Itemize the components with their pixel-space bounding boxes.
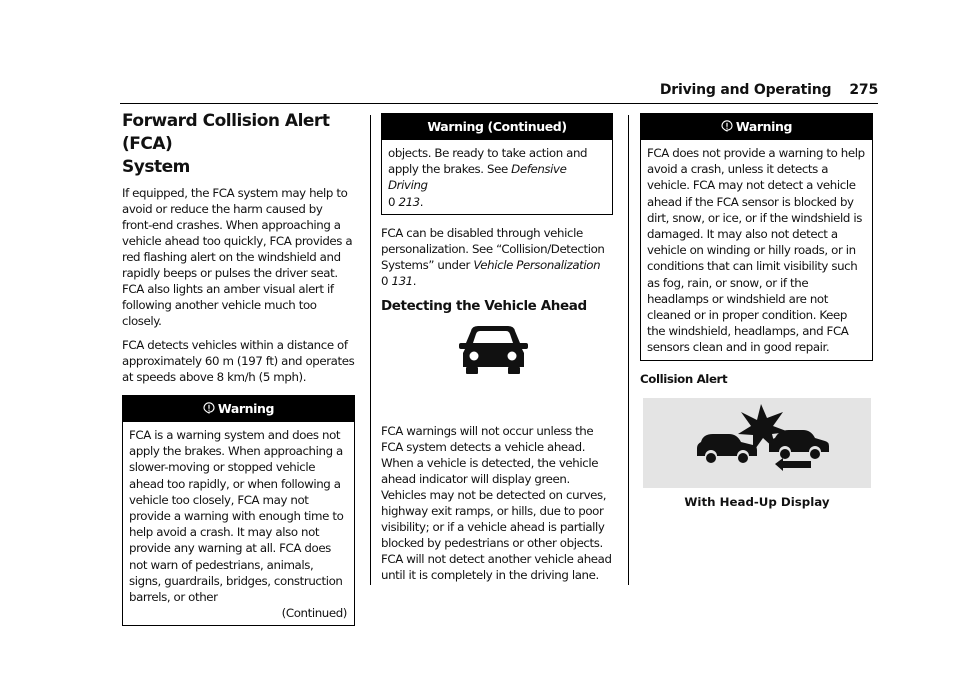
warning-continued-header: Warning (Continued) [382,114,612,140]
heading-line-1: Forward Collision Alert (FCA) [122,111,330,154]
hud-collision-alert-image [643,398,871,488]
left-column [122,110,355,626]
warning-continued-text: objects. Be ready to take action and apply the brakes. See Defensive Driving 0 213. [388,146,588,209]
page-ref-arrow: 0 [381,273,389,288]
intro-paragraph: If equipped, the FCA system may help to avoid or reduce the harm caused by front-end crashes. When approaching a vehicle ahead too quickly, FCA provides a red flashing alert on the windshield and rapidly beeps or pulses the driver seat. FCA also lights an amber visual alert if following another vehicle much too closely. [122,186,353,328]
warning-continued-box [381,113,613,215]
right-warning-text: FCA does not provide a warning to help avoid a crash, unless it detects a vehicle. FCA may not detect a vehicle ahead if the FCA sensor is blocked by dirt, snow, or ice, or if the windshield is damaged. It may also not detect a vehicle on winding or hilly roads, or in conditions that can limit visibility such as fog, rain, or snow, or if the headlamps or windshield are not cleaned or in proper condition. Keep the windshield, headlamps, and FCA sensors clean and in good repair. [647,146,865,355]
image-caption: With Head-Up Display [684,495,830,509]
right-warning-box [640,113,873,361]
page-header [620,82,878,98]
defensive-driving-page-ref[interactable]: 213 [398,194,420,209]
page-ref-arrow: 0 [388,194,396,209]
collision-alert-icon [643,398,871,488]
right-warning-title: Warning [735,119,793,134]
defensive-driving-link[interactable]: Defensive Driving [388,162,567,193]
warning-continued-body: objects. Be ready to take action and apply the brakes. See [388,146,588,177]
column-divider-1 [370,115,371,585]
warning-header [123,396,354,422]
continued-label: (Continued) [281,606,347,621]
warning-body: FCA is a warning system and does not apply the brakes. When approaching a slower-moving or stopped vehicle ahead too rapidly, or when following a vehicle too closely, FCA may not provide a warning with enough time to help avoid a crash. It may also not provide any warning at all. FCA does not warn of pedestrians, animals, signs, guardrails, bridges, construction barrels, or other [129,428,344,605]
vehicle-ahead-indicator-icon [456,325,530,375]
right-warning-header [641,114,872,140]
warning-title: Warning [217,401,275,416]
warning-icon [203,402,215,414]
vehicle-personalization-link[interactable]: Vehicle Personalization [473,257,601,272]
right-column [640,113,873,387]
collision-alert-heading: Collision Alert [640,371,728,386]
column-divider-2 [628,115,629,585]
warning-box [122,395,355,626]
subsection-heading: Detecting the Vehicle Ahead [381,297,587,314]
detection-paragraph: FCA warnings will not occur unless the FCA system detects a vehicle ahead. When a vehicle is detected, the vehicle ahead indicator will display green. Vehicles may not be detected on curves, highway exit ramps, or hills, due to poor visibility; or if a vehicle ahead is partially blocked by pedestrians or other objects. FCA will not detect another vehicle ahead until it is completely in the driving lane. [381,423,612,582]
warning-text [123,422,354,625]
disable-text: FCA can be disabled through vehicle personalization. See “Collision/Detection Systems” under [381,225,605,272]
page-number: 275 [849,82,878,98]
section-title: Driving and Operating [659,82,832,98]
vehicle-personalization-page-ref[interactable]: 131 [391,273,413,288]
heading-line-2: System [122,157,190,177]
header-rule [120,103,878,104]
warning-icon [721,120,733,132]
range-paragraph: FCA detects vehicles within a distance of approximately 60 m (197 ft) and operates at speeds above 8 km/h (5 mph). [122,338,355,384]
section-heading [122,110,355,179]
disable-paragraph: FCA can be disabled through vehicle personalization. See “Collision/Detection Systems” under Vehicle Personalization 0 131. [381,225,605,288]
